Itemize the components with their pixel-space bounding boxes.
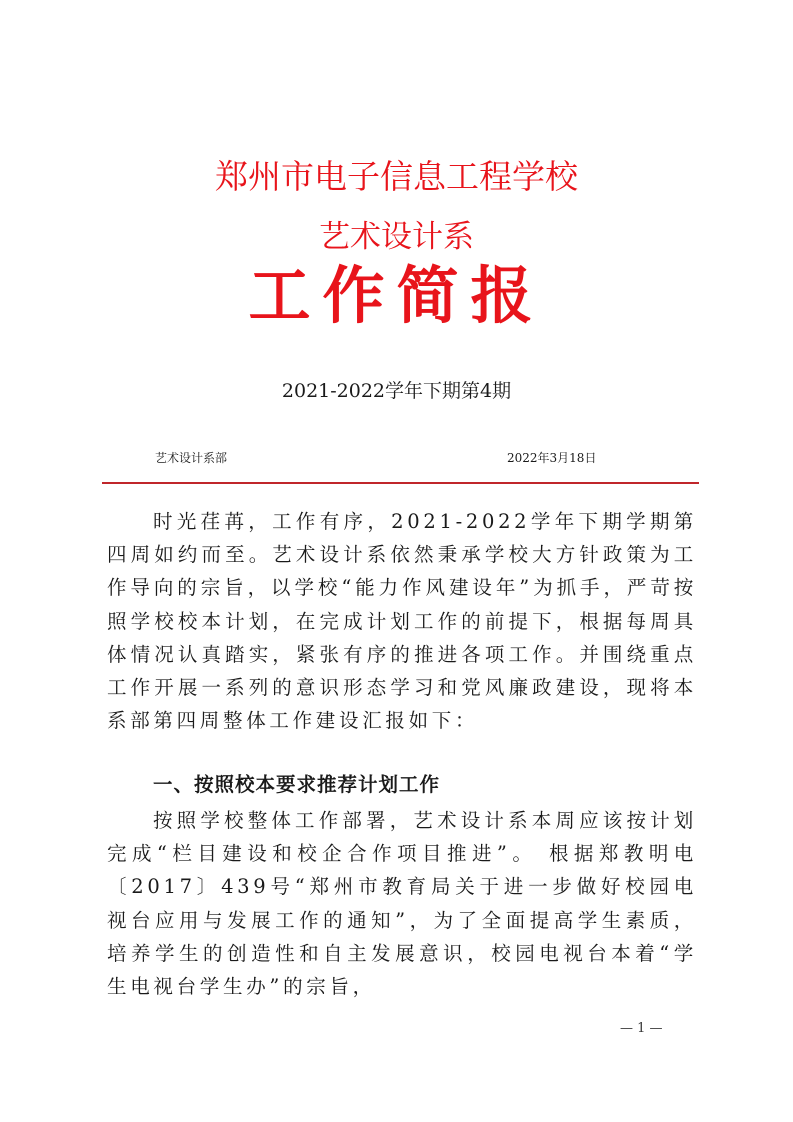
school-name: 郑州市电子信息工程学校 [215,157,578,196]
section-paragraph: 按照学校整体工作部署，艺术设计系本周应该按计划完成“栏目建设和校企合作项目推进”。 根据郑教明电〔2017〕439号“郑州市教育局关于进一步做好校园电视台应用与发展工作的通知”，为了全面提高学生素质，培养学生的创造性和自主发展意识，校园电视台本着“学生电视台学生办”的宗旨， [107,809,697,999]
issue-date: 2022年3月18日 [507,451,597,465]
page-number: — 1 — [620,1021,663,1036]
bulletin-title: 工作简报 [248,259,545,332]
red-divider [102,482,699,484]
issue-number: 2021-2022学年下期第4期 [281,380,512,402]
issuer: 艺术设计系部 [155,451,228,465]
intro-paragraph: 时光荏苒，工作有序，2021-2022学年下期学期第四周如约而至。艺术设计系依然秉承学校大方针政策为工作导向的宗旨，以学校“能力作风建设年”为抓手，严苛按照学校校本计划，在完成计划工作的前提下，根据每周具体情况认真踏实，紧张有序的推进各项工作。并围绕重点工作开展一系列的意识形态学习和党风廉政建设，现将本系部第四周整体工作建设汇报如下： [107,510,697,733]
section-heading: 一、按照校本要求推荐计划工作 [153,773,441,796]
department-name: 艺术设计系 [319,219,474,255]
